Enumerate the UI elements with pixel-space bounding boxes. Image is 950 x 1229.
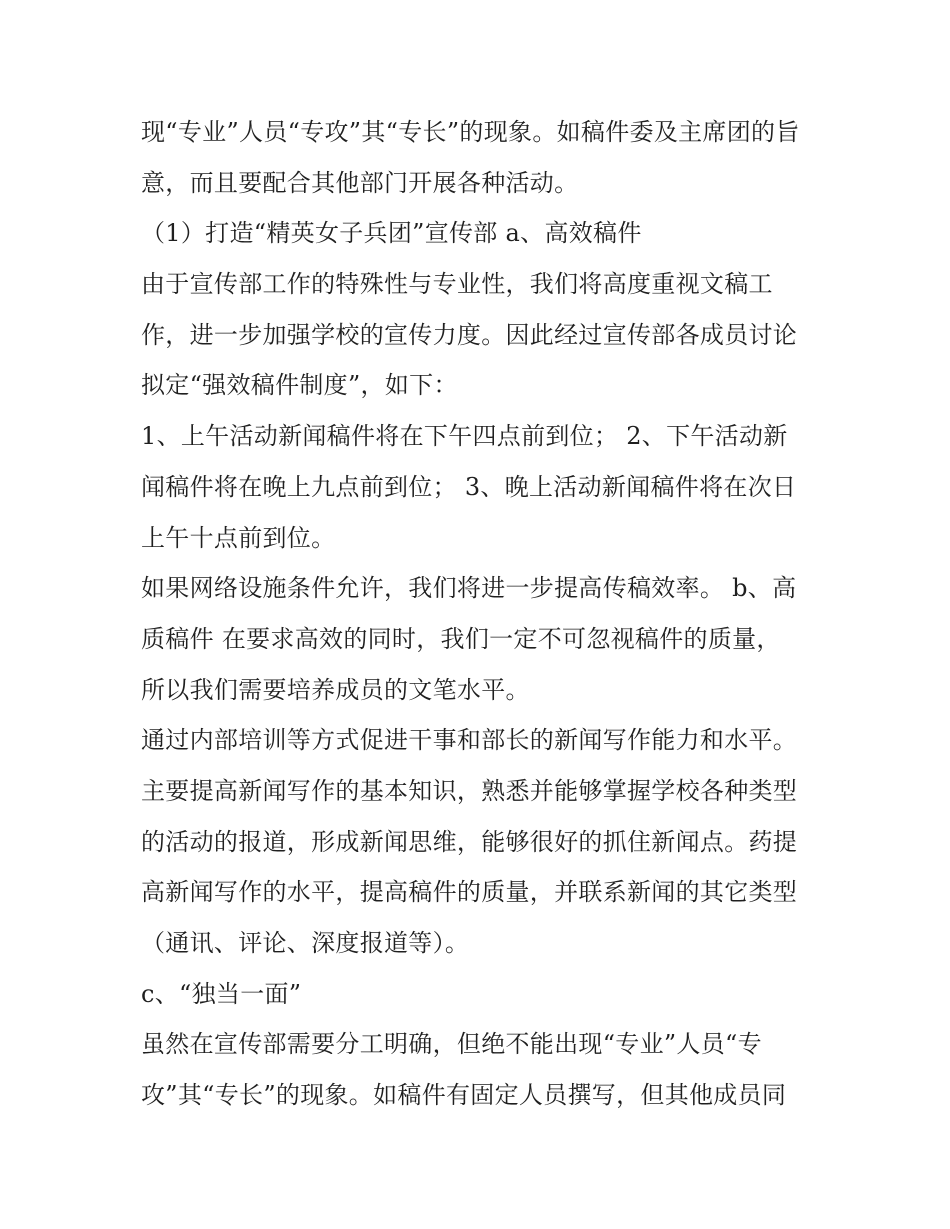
text-line: 质稿件 在要求高效的同时，我们一定不可忽视稿件的质量，	[141, 624, 781, 653]
text-line: 拟定“强效稿件制度”，如下：	[141, 371, 458, 400]
text-line: （通讯、评论、深度报道等）。	[141, 929, 470, 957]
text-line: 主要提高新闻写作的基本知识，熟悉并能够掌握学校各种类型	[141, 776, 798, 805]
text-line: 意，而且要配合其他部门开展各种活动。	[141, 168, 579, 197]
text-line: 现“专业”人员“专攻”其“专长”的现象。如稿件委及主席团的旨	[141, 118, 800, 146]
text-line: （1）打造“精英女子兵团”宣传部 a、高效稿件	[141, 219, 642, 248]
text-line: 通过内部培训等方式促进干事和部长的新闻写作能力和水平。	[141, 726, 798, 755]
text-line: c、“独当一面”	[141, 979, 302, 1008]
text-line: 1、上午活动新闻稿件将在下午四点前到位； 2、下午活动新	[141, 422, 788, 451]
document-body	[141, 107, 831, 1121]
text-line: 高新闻写作的水平，提高稿件的质量，并联系新闻的其它类型	[141, 878, 798, 907]
text-line: 虽然在宣传部需要分工明确，但绝不能出现“专业”人员“专	[141, 1030, 762, 1059]
text-line: 作，进一步加强学校的宣传力度。因此经过宣传部各成员讨论	[141, 320, 798, 349]
text-line: 所以我们需要培养成员的文笔水平。	[141, 675, 530, 704]
text-line: 的活动的报道，形成新闻思维，能够很好的抓住新闻点。药提	[141, 827, 798, 856]
text-line: 闻稿件将在晚上九点前到位； 3、晚上活动新闻稿件将在次日	[141, 472, 797, 501]
text-line: 上午十点前到位。	[141, 523, 336, 552]
text-line: 由于宣传部工作的特殊性与专业性，我们将高度重视文稿工	[141, 270, 773, 299]
text-line: 如果网络设施条件允许，我们将进一步提高传稿效率。 b、高	[141, 574, 797, 603]
text-line: 攻”其“专长”的现象。如稿件有固定人员撰写，但其他成员同	[141, 1081, 787, 1110]
